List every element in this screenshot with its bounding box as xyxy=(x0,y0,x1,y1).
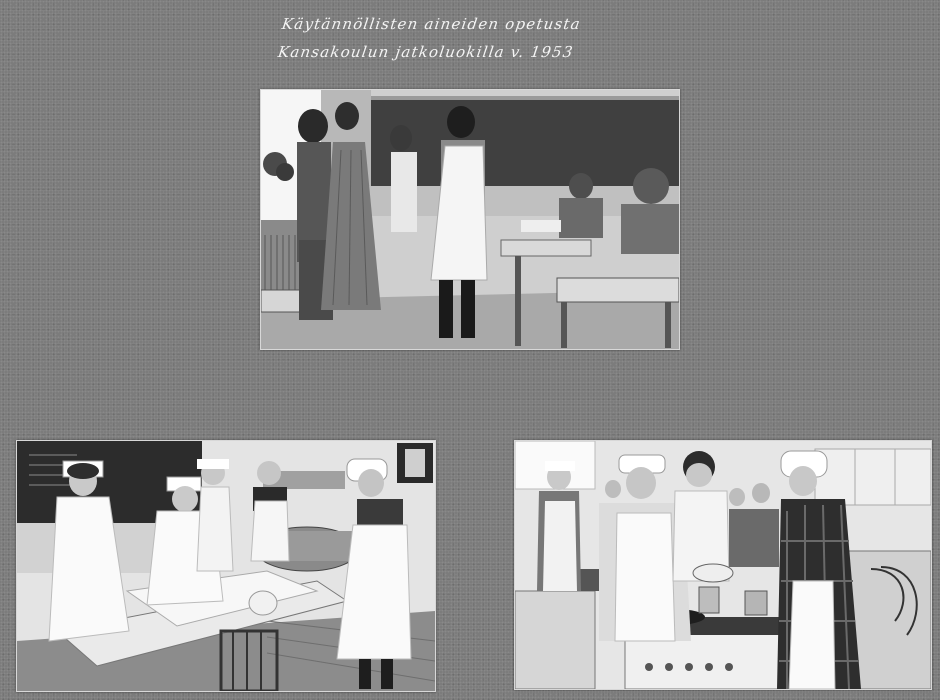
photo-ironing-class xyxy=(16,440,436,692)
photo-sewing-class xyxy=(260,89,680,350)
caption-line-1: Käytännöllisten aineiden opetusta xyxy=(280,15,583,33)
caption-line-2: Kansakoulun jatkoluokilla v. 1953 xyxy=(276,43,575,61)
cooking-class-image xyxy=(515,441,931,689)
ironing-class-image xyxy=(17,441,435,691)
photo-cooking-class xyxy=(514,440,932,690)
sewing-class-image xyxy=(261,90,679,349)
album-caption xyxy=(276,10,624,66)
